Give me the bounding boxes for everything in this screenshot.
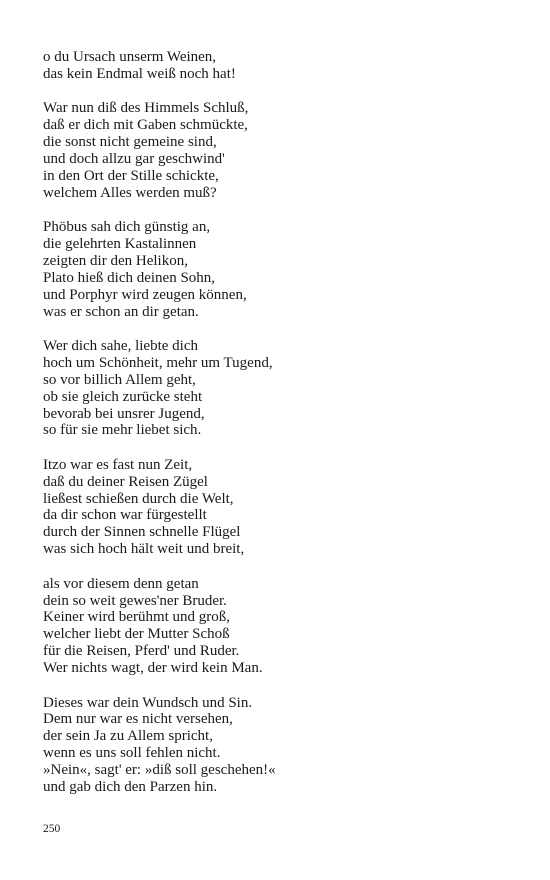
verse-line: als vor diesem denn getan	[43, 575, 199, 592]
verse-line: welchem Alles werden muß?	[43, 184, 217, 201]
verse-line: Itzo war es fast nun Zeit,	[43, 456, 193, 473]
verse-line: zeigten dir den Helikon,	[43, 252, 188, 269]
stanza-1	[43, 49, 523, 83]
verse-line: Plato hieß dich deinen Sohn,	[43, 269, 216, 286]
verse-line: daß er dich mit Gaben schmückte,	[43, 117, 248, 134]
verse-line: Phöbus sah dich günstig an,	[43, 219, 211, 236]
verse-line: Dem nur war es nicht versehen,	[43, 711, 233, 728]
stanza-4	[43, 338, 523, 439]
verse-line: so vor billich Allem geht,	[43, 371, 196, 388]
verse-line: und Porphyr wird zeugen können,	[43, 286, 247, 303]
verse-line: da dir schon war fürgestellt	[43, 507, 207, 524]
verse-line: so für sie mehr liebet sich.	[43, 422, 202, 439]
verse-line: War nun diß des Himmels Schluß,	[43, 100, 249, 117]
page-number: 250	[43, 823, 61, 835]
stanza-5	[43, 457, 523, 558]
verse-line: Wer nichts wagt, der wird kein Man.	[43, 660, 263, 677]
verse-line: Wer dich sahe, liebte dich	[43, 337, 198, 354]
verse-line: o du Ursach unserm Weinen,	[43, 49, 217, 65]
verse-line: hoch um Schönheit, mehr um Tugend,	[43, 354, 273, 371]
verse-line: ob sie gleich zurücke steht	[43, 388, 203, 405]
stanza-6	[43, 576, 523, 677]
verse-line: durch der Sinnen schnelle Flügel	[43, 524, 241, 541]
poem-body	[43, 49, 523, 813]
verse-line: bevorab bei unsrer Jugend,	[43, 405, 205, 422]
verse-line: der sein Ja zu Allem spricht,	[43, 728, 213, 745]
verse-line: die gelehrten Kastalinnen	[43, 236, 197, 253]
verse-line: für die Reisen, Pferd' und Ruder.	[43, 643, 240, 660]
verse-line: in den Ort der Stille schickte,	[43, 167, 219, 184]
stanza-2	[43, 100, 523, 201]
verse-line: Dieses war dein Wundsch und Sin.	[43, 694, 253, 711]
verse-line: »Nein«, sagt' er: »diß soll geschehen!«	[43, 762, 276, 779]
verse-line: wenn es uns soll fehlen nicht.	[43, 745, 221, 762]
verse-line: daß du deiner Reisen Zügel	[43, 473, 208, 490]
verse-line: Keiner wird berühmt und groß,	[43, 609, 231, 626]
verse-line: und doch allzu gar geschwind'	[43, 150, 225, 167]
verse-line: welcher liebt der Mutter Schoß	[43, 626, 230, 643]
stanza-3	[43, 219, 523, 320]
verse-line: was er schon an dir getan.	[43, 303, 199, 320]
verse-line: und gab dich den Parzen hin.	[43, 778, 218, 795]
verse-line: dein so weit gewes'ner Bruder.	[43, 592, 227, 609]
verse-line: was sich hoch hält weit und breit,	[43, 541, 245, 558]
verse-line: die sonst nicht gemeine sind,	[43, 134, 217, 151]
stanza-7	[43, 695, 523, 796]
verse-line: das kein Endmal weiß noch hat!	[43, 65, 236, 82]
verse-line: ließest schießen durch die Welt,	[43, 490, 234, 507]
